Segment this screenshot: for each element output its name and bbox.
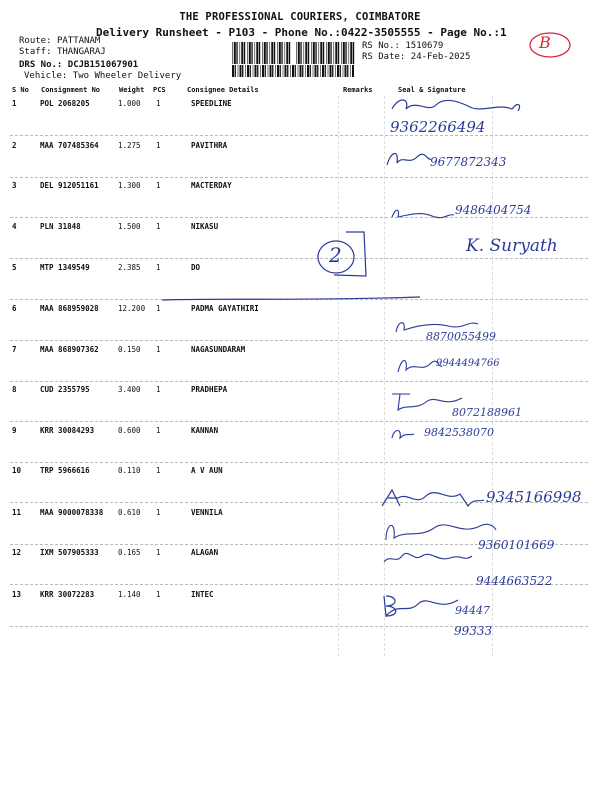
row-separator xyxy=(10,258,588,259)
row-consignee: PAVITHRA xyxy=(191,141,228,150)
row-consignment: MAA 868907362 xyxy=(40,345,99,354)
col-consignee: Consignee Details xyxy=(187,86,259,94)
row-weight: 1.300 xyxy=(118,181,141,190)
route-label: Route: xyxy=(19,36,52,46)
row-weight: 1.000 xyxy=(118,99,141,108)
row-weight: 3.400 xyxy=(118,385,141,394)
drs-label: DRS No.: xyxy=(19,60,63,70)
rs-date-line xyxy=(362,52,470,62)
row-sno: 5 xyxy=(12,263,17,272)
row-weight: 1.140 xyxy=(118,590,141,599)
row-consignment: DEL 912051161 xyxy=(40,181,99,190)
signature-row-5: K. Suryath xyxy=(466,236,558,256)
rs-no-line xyxy=(362,41,443,51)
signature-row-12-b xyxy=(380,548,476,568)
staff-line xyxy=(19,47,106,57)
signature-row-1 xyxy=(388,95,528,117)
row-consignee: NAGASUNDARAM xyxy=(191,345,246,354)
row-weight: 12.200 xyxy=(118,304,146,313)
col-consignment: Consignment No xyxy=(41,86,101,94)
row-sno: 2 xyxy=(12,141,17,150)
row-sno: 8 xyxy=(12,385,17,394)
row-consignment: MAA 707485364 xyxy=(40,141,99,150)
column-divider xyxy=(338,96,339,656)
row-consignment: KRR 30072283 xyxy=(40,590,95,599)
row-weight: 0.110 xyxy=(118,466,141,475)
row-pcs: 1 xyxy=(156,181,161,190)
row-consignee: ALAGAN xyxy=(191,548,219,557)
row-consignee: SPEEDLINE xyxy=(191,99,232,108)
row-separator xyxy=(10,462,588,463)
barcode-left-icon xyxy=(232,42,292,64)
barcode-right-icon xyxy=(296,42,356,64)
drs-line xyxy=(19,60,138,70)
row-consignee: MACTERDAY xyxy=(191,181,232,190)
phone-row-13-a: 94447 xyxy=(455,604,490,617)
row-separator xyxy=(10,340,588,341)
col-weight: Weight xyxy=(119,86,145,94)
signature-row-4 xyxy=(388,205,458,221)
staff-value: THANGARAJ xyxy=(56,47,106,57)
signature-row-11 xyxy=(378,488,488,510)
row-consignment: MAA 9000078338 xyxy=(40,508,104,517)
circle-top-text: B xyxy=(539,33,551,52)
row-separator xyxy=(10,421,588,422)
row-weight: 0.165 xyxy=(118,548,141,557)
row-sno: 6 xyxy=(12,304,17,313)
row-consignment: POL 2068205 xyxy=(40,99,90,108)
drs-value: DCJB151067901 xyxy=(67,60,139,70)
row-sno: 7 xyxy=(12,345,17,354)
row-pcs: 1 xyxy=(156,99,161,108)
row-consignee: KANNAN xyxy=(191,426,219,435)
company-title: THE PROFESSIONAL COURIERS, COIMBATORE xyxy=(179,11,421,23)
phone-row-12-b: 9444663522 xyxy=(476,574,553,588)
row-sno: 12 xyxy=(12,548,22,557)
signature-row-13 xyxy=(378,592,462,620)
row-pcs: 1 xyxy=(156,345,161,354)
row-sno: 3 xyxy=(12,181,17,190)
phone-row-4: 9486404754 xyxy=(455,203,532,217)
row-consignee: PADMA GAYATHIRI xyxy=(191,304,259,313)
row-pcs: 1 xyxy=(156,385,161,394)
row-separator xyxy=(10,217,588,218)
row-pcs: 1 xyxy=(156,304,161,313)
row-pcs: 1 xyxy=(156,590,161,599)
signature-row-2 xyxy=(383,147,433,171)
route-line xyxy=(19,36,100,46)
phone-row-1: 9362266494 xyxy=(390,118,486,136)
row-pcs: 1 xyxy=(156,222,161,231)
row-consignment: TRP 5966616 xyxy=(40,466,90,475)
phone-row-6: 8870055499 xyxy=(426,330,496,343)
row-consignee: A V AUN xyxy=(191,466,223,475)
row-weight: 1.500 xyxy=(118,222,141,231)
vehicle-label: Vehicle: xyxy=(24,71,68,81)
row-sno: 11 xyxy=(12,508,22,517)
row-weight: 0.150 xyxy=(118,345,141,354)
phone-row-12: 9360101669 xyxy=(478,538,555,552)
row-consignment: MTP 1349549 xyxy=(40,263,90,272)
row-consignee: VENNILA xyxy=(191,508,223,517)
rs-date-label: RS Date: xyxy=(362,52,406,62)
row-consignee: INTEC xyxy=(191,590,214,599)
row-sno: 13 xyxy=(12,590,22,599)
rs-no-value: 1510679 xyxy=(405,41,444,51)
staff-label: Staff: xyxy=(19,47,52,57)
col-remarks: Remarks xyxy=(343,86,373,94)
row-pcs: 1 xyxy=(156,263,161,272)
row-weight: 1.275 xyxy=(118,141,141,150)
phone-row-8: 8072188961 xyxy=(452,406,522,419)
signature-row-9 xyxy=(388,424,418,442)
row-separator xyxy=(10,381,588,382)
row-consignment: CUD 2355795 xyxy=(40,385,90,394)
runsheet-subtitle: Delivery Runsheet - P103 - Phone No.:0422-3505555 - Page No.:1 xyxy=(96,26,507,39)
row-pcs: 1 xyxy=(156,508,161,517)
row-consignee: PRADHEPA xyxy=(191,385,228,394)
col-seal-signature: Seal & Signature xyxy=(398,86,466,94)
row-consignment: PLN 31848 xyxy=(40,222,81,231)
barcode-bottom-icon xyxy=(232,65,354,87)
route-value: PATTANAM xyxy=(56,36,101,46)
strike-line xyxy=(162,292,422,308)
phone-row-7: 9944494766 xyxy=(436,358,500,369)
rs-no-label: RS No.: xyxy=(362,41,400,51)
row-separator xyxy=(10,177,588,178)
phone-row-9: 9842538070 xyxy=(424,426,494,439)
col-sno: S No xyxy=(12,86,29,94)
row-weight: 0.600 xyxy=(118,426,141,435)
row-consignment: KRR 30084293 xyxy=(40,426,95,435)
row-consignment: IXM 507905333 xyxy=(40,548,99,557)
column-divider xyxy=(384,96,385,656)
phone-row-11: 9345166998 xyxy=(486,488,582,506)
row-pcs: 1 xyxy=(156,141,161,150)
row-consignee: NIKASU xyxy=(191,222,219,231)
row-separator xyxy=(10,135,588,136)
col-pcs: PCS xyxy=(153,86,166,94)
column-divider xyxy=(492,96,493,656)
row-sno: 9 xyxy=(12,426,17,435)
vehicle-line xyxy=(24,71,181,81)
row-pcs: 1 xyxy=(156,426,161,435)
row-consignee: DO xyxy=(191,263,201,272)
circled-number-text: 2 xyxy=(329,243,342,267)
phone-row-2: 9677872343 xyxy=(430,155,507,169)
vehicle-value: Two Wheeler Delivery xyxy=(72,71,182,81)
row-sno: 1 xyxy=(12,99,17,108)
rs-date-value: 24-Feb-2025 xyxy=(410,52,471,62)
row-consignment: MAA 868959028 xyxy=(40,304,99,313)
row-pcs: 1 xyxy=(156,548,161,557)
row-sno: 4 xyxy=(12,222,17,231)
row-pcs: 1 xyxy=(156,466,161,475)
row-separator xyxy=(10,626,588,627)
phone-row-13-b: 99333 xyxy=(454,624,493,638)
row-sno: 10 xyxy=(12,466,22,475)
row-weight: 2.385 xyxy=(118,263,141,272)
row-weight: 0.610 xyxy=(118,508,141,517)
